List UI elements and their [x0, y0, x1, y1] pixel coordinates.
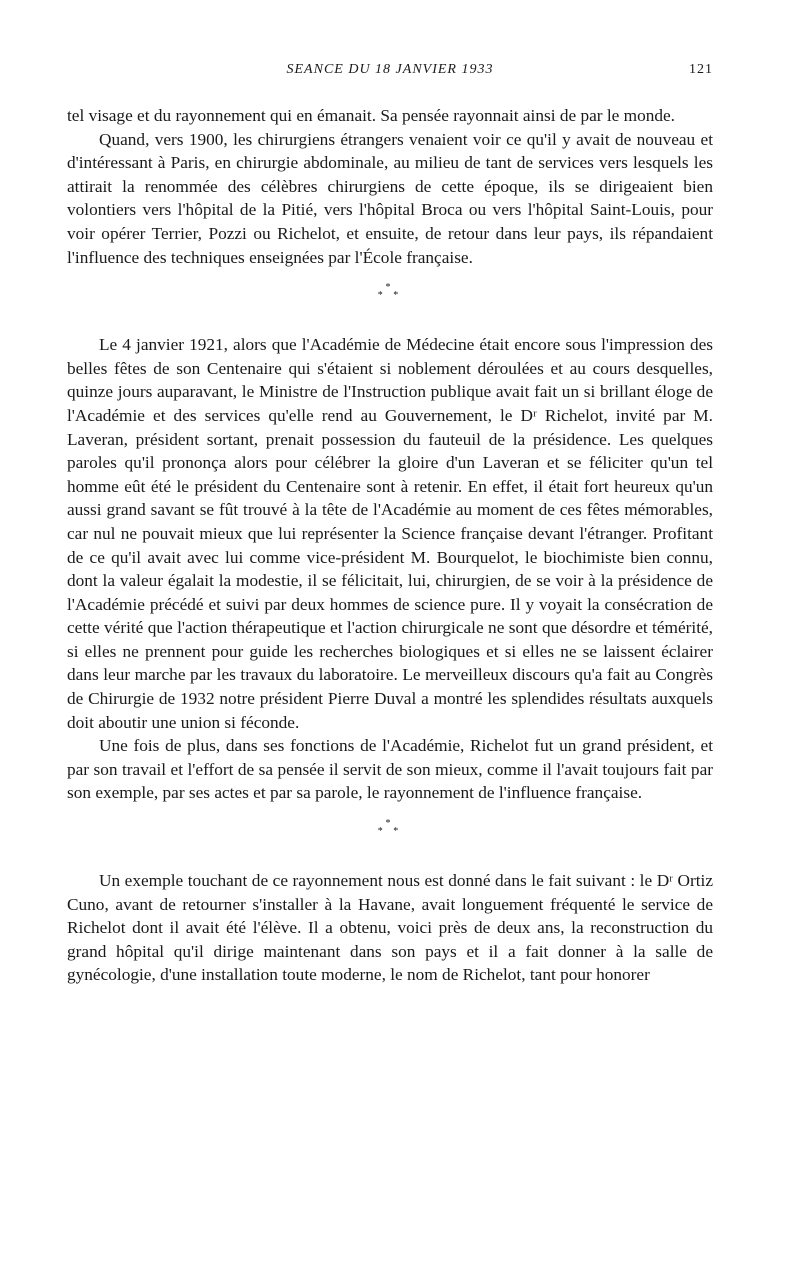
separator-star-bottom: * * — [377, 290, 403, 302]
running-title: SEANCE DU 18 JANVIER 1933 — [286, 62, 494, 77]
body-text — [67, 104, 713, 987]
paragraph-1: tel visage et du rayonnement qui en émanait. Sa pensée rayonnait ainsi de par le monde. — [67, 106, 675, 125]
document-page — [67, 56, 713, 987]
separator-star-top: * — [385, 818, 395, 830]
paragraph-2: Quand, vers 1900, les chirurgiens étrangers venaient voir ce qu'il y avait de nouveau et d'intéressant à Paris, en chirurgie abdominale, au milieu de tant de services vers lesquels les attirait la renommée des célèbres chirurgiens de cette époque, ils se dirigeaient bien volontiers vers l'hôpital de la Pitié, vers l'hôpital Broca ou vers l'hôpital Saint-Louis, pour voir opérer Terrier, Pozzi ou Richelot, et ensuite, de retour dans leur pays, ils répandaient l'influence des techniques enseignées par l'École française. — [67, 129, 713, 267]
paragraph-4: Une fois de plus, dans ses fonctions de l'Académie, Richelot fut un grand président, et par son travail et l'effort de sa pensée il servit de son mieux, comme il l'avait toujours fait par son exemple, par ses actes et par sa parole, le rayonnement de l'influence française. — [67, 736, 713, 803]
section-separator-2 — [67, 820, 713, 836]
running-header — [67, 56, 713, 82]
page-number: 121 — [689, 62, 713, 77]
separator-star-top: * — [385, 282, 395, 294]
separator-star-bottom: * * — [377, 826, 403, 838]
paragraph-3: Le 4 janvier 1921, alors que l'Académie de Médecine était encore sous l'impression des belles fêtes de son Centenaire qui s'étaient si noblement déroulées et au cours desquelles, quinze jours auparavant, le Ministre de l'Instruction publique avait fait un si brillant éloge de l'Académie et des services qu'elle rend au Gouvernement, le Dʳ Richelot, invité par M. Laveran, président sortant, prenait possession du fauteuil de la présidence. Les quelques paroles qu'il prononça alors pour célébrer la gloire d'un Laveran et se féliciter qu'un tel homme eût été le président du Centenaire sont à retenir. En effet, il était fort heureux qu'un aussi grand savant se fût trouvé à la tête de l'Académie au moment de ces fêtes mémorables, car nul ne pouvait mieux que lui représenter la Science française devant l'étranger. Profitant de ce qu'il avait avec lui comme vice-président M. Bourquelot, le biochimiste bien connu, dont la valeur égalait la modestie, il se félicitait, lui, chirurgien, de se voir à la présidence de l'Académie précédé et suivi par deux hommes de science pure. Il y voyait la consécration de cette vérité que l'action thérapeutique et l'action chirurgicale ne sont que désordre et témérité, si elles ne prennent pour guide les recherches biologiques et si elles ne se laissent éclairer dans leur marche par les travaux du laboratoire. Le merveilleux discours qu'a fait au Congrès de Chirurgie de 1932 notre président Pierre Duval a montré les splendides résultats auxquels doit aboutir une union si féconde. — [67, 335, 713, 732]
section-separator-1 — [67, 284, 713, 300]
paragraph-5: Un exemple touchant de ce rayonnement nous est donné dans le fait suivant : le Dʳ Ortiz Cuno, avant de retourner s'installer à la Havane, avait longuement fréquenté le service de Richelot dont il avait été l'élève. Il a obtenu, voici près de deux ans, la reconstruction du grand hôpital qu'il dirige maintenant dans son pays et il a fait donner à la salle de gynécologie, d'une installation toute moderne, le nom de Richelot, tant pour honorer — [67, 871, 713, 985]
